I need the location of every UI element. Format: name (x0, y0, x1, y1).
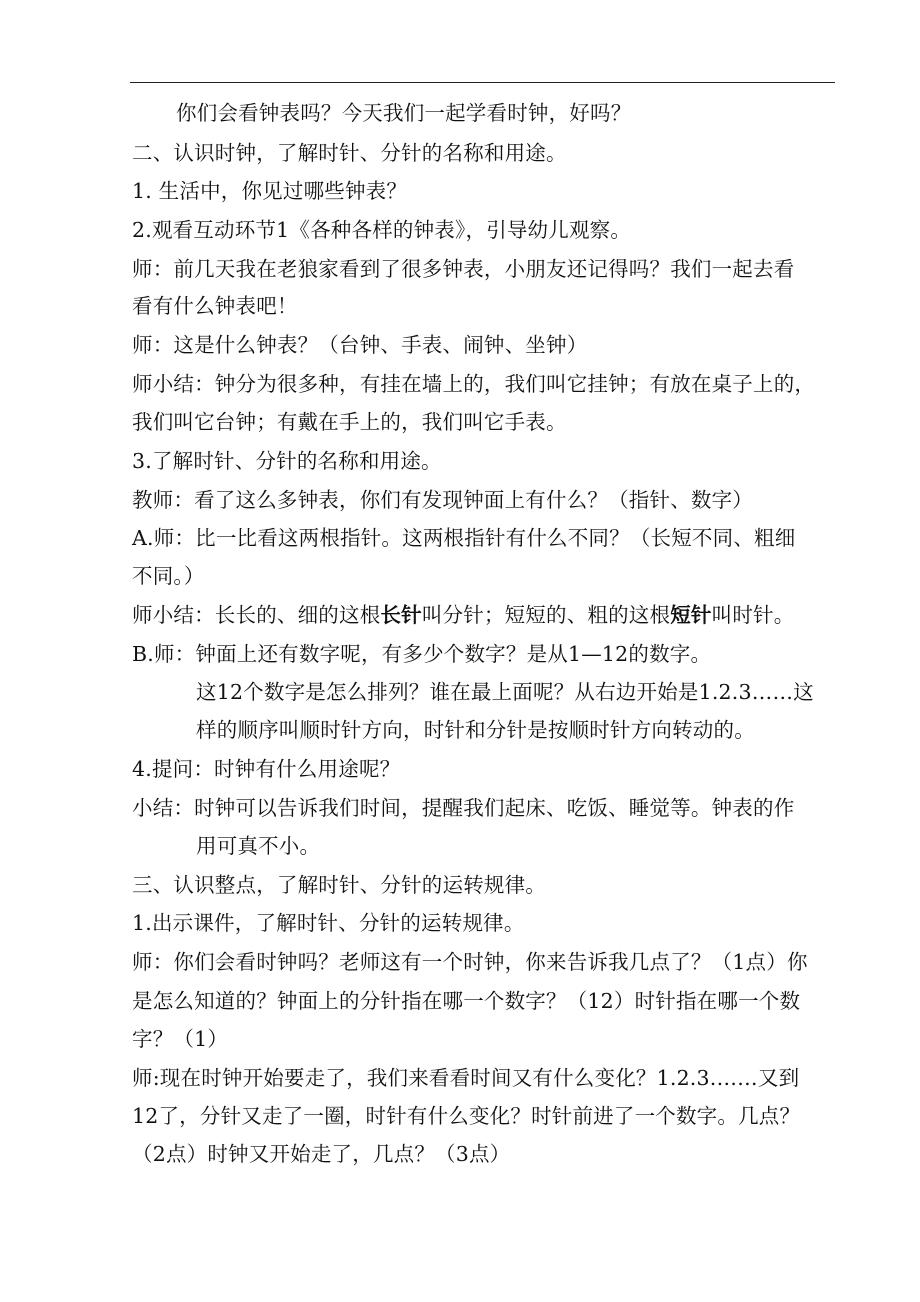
paragraph-line: B.师：钟面上还有数字呢，有多少个数字？是从1—12的数字。 (132, 642, 712, 666)
paragraph-line: 看有什么钟表吧！ (132, 294, 298, 318)
section-heading: 三、认识整点，了解时针、分针的运转规律。 (132, 873, 546, 897)
paragraph-line: 你们会看钟表吗？今天我们一起学看时钟，好吗？ (176, 101, 632, 125)
header-rule (130, 82, 835, 83)
paragraph-line: 不同。） (132, 564, 205, 588)
paragraph-line: 样的顺序叫顺时针方向，时针和分针是按顺时针方向转动的。 (196, 718, 755, 742)
paragraph-line: A.师：比一比看这两根指针。这两根指针有什么不同？（长短不同、粗细 (132, 526, 796, 550)
paragraph-line: 4.提问：时钟有什么用途呢？ (132, 757, 401, 781)
paragraph-line: 师:现在时钟开始要走了，我们来看看时间又有什么变化？1.2.3.……又到 (132, 1066, 800, 1090)
paragraph-line: 是怎么知道的？钟面上的分针指在哪一个数字？（12）时针指在哪一个数 (132, 989, 801, 1013)
paragraph-line: 小结：时钟可以告诉我们时间，提醒我们起床、吃饭、睡觉等。钟表的作 (132, 796, 795, 820)
paragraph-line: 12了，分针又走了一圈，时针有什么变化？时针前进了一个数字。几点？ (132, 1104, 801, 1128)
section-heading: 二、认识时钟，了解时针、分针的名称和用途。 (132, 141, 567, 165)
emphasis-short-hand: 短针 (670, 603, 712, 627)
paragraph-line: 我们叫它台钟；有戴在手上的，我们叫它手表。 (132, 410, 567, 434)
paragraph-line: 师：你们会看时钟吗？老师这有一个时钟，你来告诉我几点了？（1点）你 (132, 950, 808, 974)
paragraph-line: 用可真不小。 (196, 834, 321, 858)
paragraph-line: 1. 生活中，你见过哪些钟表？ (132, 179, 408, 203)
paragraph-line: （2点）时钟又开始走了，几点？（3点） (132, 1142, 511, 1166)
paragraph-line: 师：前几天我在老狼家看到了很多钟表，小朋友还记得吗？我们一起去看 (132, 257, 795, 281)
paragraph-line: 3.了解时针、分针的名称和用途。 (132, 449, 442, 473)
paragraph-line (132, 602, 852, 628)
text-run: 师小结：长长的、细的这根 (132, 603, 381, 627)
paragraph-line: 师：这是什么钟表？（台钟、手表、闹钟、坐钟） (132, 333, 588, 357)
paragraph-line: 教师：看了这么多钟表，你们有发现钟面上有什么？（指针、数字） (132, 488, 753, 512)
paragraph-line: 师小结：钟分为很多种，有挂在墙上的，我们叫它挂钟；有放在桌子上的， (132, 372, 816, 396)
emphasis-long-hand: 长针 (380, 603, 422, 627)
paragraph-line: 1.出示课件，了解时针、分针的运转规律。 (132, 911, 525, 935)
paragraph-line: 字？（1） (132, 1027, 229, 1051)
text-run: 叫时针。 (711, 603, 795, 627)
paragraph-line: 2.观看互动环节1《各种各样的钟表》，引导幼儿观察。 (132, 218, 632, 242)
paragraph-line: 这12个数字是怎么排列？谁在最上面呢？从右边开始是1.2.3……这 (196, 680, 814, 704)
text-run: 叫分针；短短的、粗的这根 (421, 603, 671, 627)
